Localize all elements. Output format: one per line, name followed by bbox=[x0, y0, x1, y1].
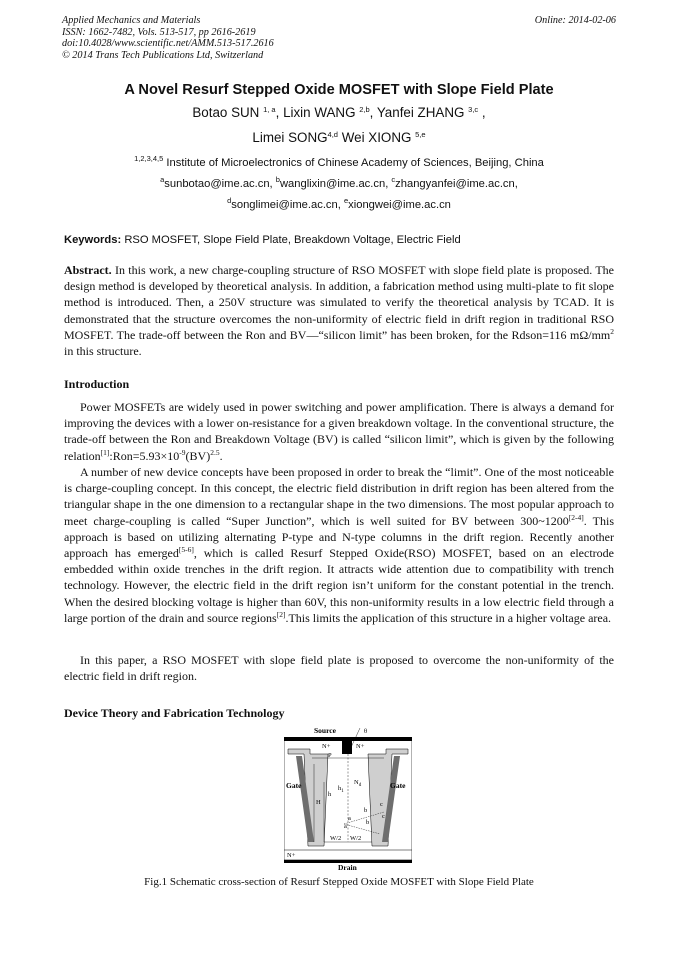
b-label: b bbox=[364, 807, 368, 814]
text-run: . This approach is based on utilizing alternating P-type and N-type columns in the drift region. Recently another approach has emerged bbox=[64, 513, 614, 561]
author-line-1: Botao SUN $^{1, a}$, Lixin WANG $^{2,b}$, Yanfei ZHANG $^{3,c}$ , bbox=[192, 105, 486, 120]
email-sup: a bbox=[160, 175, 165, 184]
w2-right-label: W/2 bbox=[350, 835, 362, 842]
keywords bbox=[64, 234, 461, 246]
exponent: -9 bbox=[179, 447, 186, 457]
email-sup: c bbox=[391, 175, 396, 184]
text-run: (BV) bbox=[185, 448, 211, 463]
intro-paragraph-3: In this paper, a RSO MOSFET with slope field plate is proposed to overcome the non-uniformity of the electric field in drift region. bbox=[64, 653, 614, 684]
citation: [2] bbox=[276, 609, 286, 619]
email-sup: d bbox=[227, 196, 232, 205]
nplus-bottom-label: N+ bbox=[287, 852, 296, 859]
mosfet-cross-section-figure bbox=[284, 724, 412, 872]
nplus-left-label: N+ bbox=[322, 743, 331, 750]
keywords-label: Keywords: bbox=[64, 234, 122, 246]
drain-label: Drain bbox=[338, 863, 357, 872]
author-sup: 3,c bbox=[468, 105, 479, 114]
text-run: A number of new device concepts have been proposed in order to break the “limit”. One of the most noticeable is charge-coupling concept. In this concept, the electric field distribution in drift region has been altered from the triangular shape in the one dimension to a rectangular shape in the two dimensions. The most popular approach to meet charge-coupling is called “Super Junction”, which is well suited for BV between 300~1200 bbox=[64, 465, 614, 528]
author-name: Wei XIONG bbox=[341, 130, 412, 145]
nd-text: N bbox=[354, 779, 359, 786]
keywords-text: RSO MOSFET, Slope Field Plate, Breakdown Voltage, Electric Field bbox=[124, 234, 461, 246]
source-contact bbox=[342, 740, 352, 754]
h1-text: h bbox=[338, 785, 342, 792]
w2-left-label: W/2 bbox=[330, 835, 342, 842]
email-line-1 bbox=[0, 175, 678, 190]
abstract-sup: 2 bbox=[610, 326, 614, 336]
abstract-end: in this structure. bbox=[64, 344, 142, 359]
text-run: :Ron=5.93×10 bbox=[109, 448, 180, 463]
citation: [5-6] bbox=[178, 545, 194, 555]
abstract bbox=[64, 262, 614, 359]
author-sup: 1, a bbox=[263, 105, 276, 114]
nd-subscript: d bbox=[358, 783, 362, 788]
journal-header bbox=[62, 15, 274, 61]
H-label: H bbox=[316, 799, 321, 806]
affiliation-text: Institute of Microelectronics of Chinese Academy of Sciences, Beijing, China bbox=[166, 157, 544, 169]
email-link[interactable]: wanglixin@ime.ac.cn, bbox=[279, 178, 389, 190]
text-run: .This limits the application of this structure in a higher voltage area. bbox=[285, 610, 612, 625]
text-run: . bbox=[219, 448, 223, 463]
author-sup: 5,e bbox=[415, 130, 426, 139]
b2-label: b bbox=[366, 819, 370, 826]
author-name: Limei SONG bbox=[252, 130, 328, 145]
theta-label: θ bbox=[364, 728, 368, 735]
source-label: Source bbox=[314, 726, 336, 735]
abstract-text: In this work, a new charge-coupling structure of RSO MOSFET with slope field plate is proposed. The design method is developed by theoretical analysis. In addition, a fabrication method using multi-plate to fit slope method is introduced. Then, a 250V structure was simulated to verify the theoretical analysis by TCAD. It is demonstrated that the structure overcomes the non-uniformity of electric field in drift region in traditional RSO MOSFET. The trade-off between the Ron and BV—“silicon limit” has been broken, for the Rdson=116 mΩ/mm bbox=[64, 263, 615, 342]
journal-name: Applied Mechanics and Materials bbox=[62, 15, 201, 26]
email-sup: b bbox=[275, 175, 280, 184]
p-label: P bbox=[328, 752, 332, 759]
author-sup: 4,d bbox=[327, 130, 338, 139]
c2-label: c bbox=[382, 813, 385, 820]
a-label: a bbox=[348, 815, 351, 822]
device-heading: Device Theory and Fabrication Technology bbox=[64, 706, 285, 720]
email-link[interactable]: zhangyanfei@ime.ac.cn, bbox=[395, 178, 518, 190]
affiliation bbox=[0, 154, 678, 169]
email-line-2 bbox=[0, 196, 678, 211]
email-link[interactable]: songlimei@ime.ac.cn, bbox=[231, 199, 341, 211]
text-run: , which is called Resurf Stepped Oxide(RSO) MOSFET, based on an electrode embedded within oxide trenches in the drift region. It attracts wide attention due to compatibility with trench technology. However, the electric field in the drift region isn’t uniform for the constant potential in the trench. When the desired blocking voltage is higher than 60V, this non-uniformity results in a low electric field through a large portion of the drain and source regions bbox=[64, 546, 614, 625]
gate-right-label: Gate bbox=[390, 781, 406, 790]
text-run: Power MOSFETs are widely used in power switching and power amplification. There is always a demand for improving the devices with a lower on-resistance for a given breakdown voltage. In the conventional structure, the trade-off between the Ron and Breakdown Voltage (BV) is called “silicon limit”, which is given by the following relation bbox=[64, 400, 614, 463]
figure-caption: Fig.1 Schematic cross-section of Resurf Stepped Oxide MOSFET with Slope Field Plate bbox=[144, 876, 534, 888]
h-label: h bbox=[328, 791, 332, 798]
c-label: c bbox=[380, 801, 383, 808]
author-sup: 2,b bbox=[359, 105, 370, 114]
journal-doi: doi:10.4028/www.scientific.net/AMM.513-517.2616 bbox=[62, 38, 274, 50]
affiliation-sup: 1,2,3,4,5 bbox=[134, 154, 164, 163]
author-name: Lixin WANG bbox=[283, 105, 356, 120]
email-link[interactable]: xiongwei@ime.ac.cn bbox=[348, 199, 451, 211]
journal-issn: ISSN: 1662-7482, Vols. 513-517, pp 2616-2619 bbox=[62, 26, 256, 38]
author-name: Yanfei ZHANG bbox=[376, 105, 465, 120]
gate-left-label: Gate bbox=[286, 781, 302, 790]
online-date: Online: 2014-02-06 bbox=[534, 15, 616, 26]
h1-subscript: 1 bbox=[341, 789, 344, 794]
abstract-label: Abstract. bbox=[64, 263, 112, 277]
intro-heading: Introduction bbox=[64, 377, 130, 391]
email-link[interactable]: sunbotao@ime.ac.cn, bbox=[164, 178, 273, 190]
intro-paragraph-2 bbox=[64, 464, 614, 626]
paper-title: A Novel Resurf Stepped Oxide MOSFET with Slope Field Plate bbox=[124, 82, 554, 98]
nplus-right-label: N+ bbox=[356, 743, 365, 750]
journal-copyright: © 2014 Trans Tech Publications Ltd, Switzerland bbox=[62, 49, 264, 61]
exponent: 2.5 bbox=[210, 447, 220, 457]
author-name: Botao SUN bbox=[192, 105, 260, 120]
author-line-2 bbox=[0, 130, 678, 145]
citation: [2-4] bbox=[568, 512, 584, 522]
citation: [1] bbox=[100, 447, 110, 457]
a2-label: a bbox=[344, 823, 347, 830]
email-sup: e bbox=[343, 196, 349, 205]
intro-paragraph-1 bbox=[64, 399, 614, 464]
